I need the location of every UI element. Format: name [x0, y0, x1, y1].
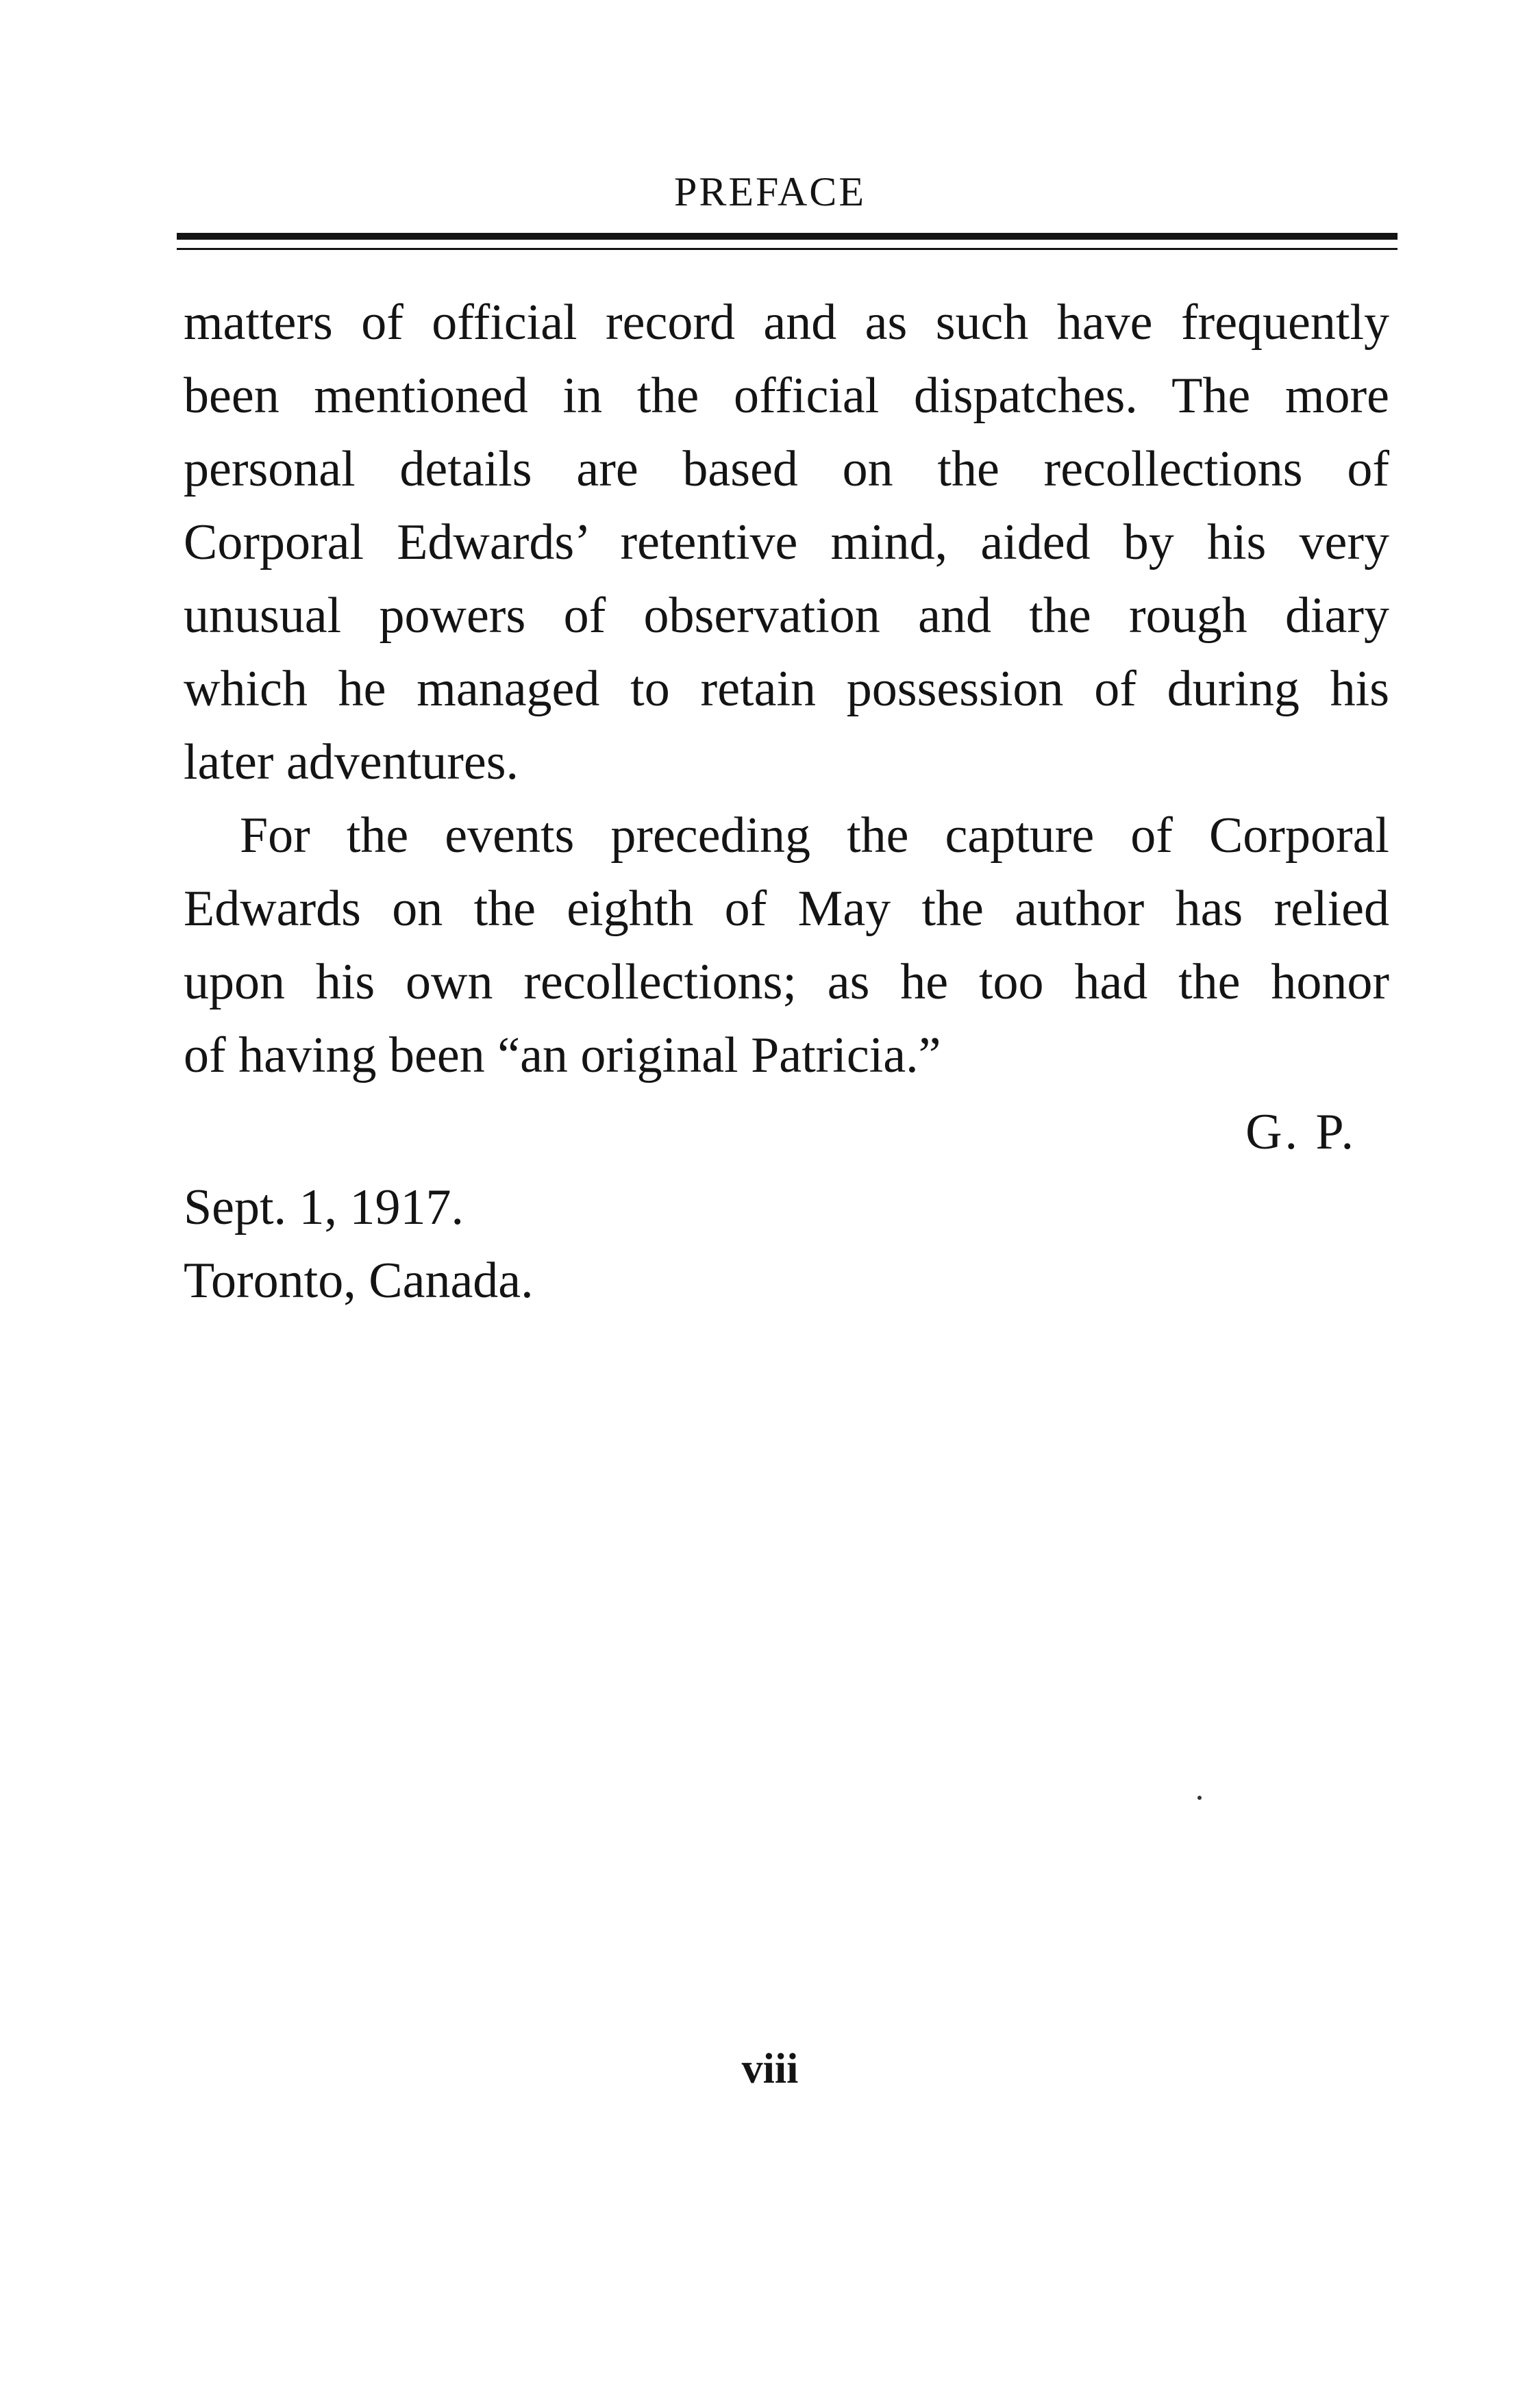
- text-line: For the events preceding the capture of Corporal: [240, 807, 1389, 864]
- page-number: viii: [741, 2046, 799, 2092]
- text-line: unusual powers of observation and the rough diary: [184, 588, 1389, 644]
- text-line: later adventures.: [184, 734, 519, 790]
- text-line: Corporal Edwards’ retentive mind, aided by his very: [184, 514, 1389, 570]
- scan-speck: [1197, 1796, 1202, 1800]
- dateline-place: Toronto, Canada.: [184, 1253, 534, 1309]
- text-line: of having been “an original Patricia.”: [184, 1027, 941, 1083]
- dateline: [184, 1171, 534, 1318]
- paragraph-1: [184, 286, 1389, 799]
- preface-body: [184, 286, 1389, 1092]
- header-rule-thick: [177, 233, 1398, 240]
- text-line: which he managed to retain possession of during his: [184, 661, 1389, 717]
- text-line: Edwards on the eighth of May the author has relied: [184, 881, 1389, 937]
- running-head: PREFACE: [674, 169, 866, 214]
- text-line: personal details are based on the recollections of: [184, 441, 1389, 497]
- header-rule-thin: [177, 248, 1398, 250]
- text-line: upon his own recollections; as he too had the honor: [184, 954, 1389, 1010]
- author-initials: G. P.: [1245, 1104, 1356, 1160]
- paragraph-2: [184, 799, 1389, 1092]
- text-line: been mentioned in the official dispatches. The more: [184, 368, 1389, 424]
- text-line: matters of official record and as such have frequently: [184, 294, 1389, 351]
- dateline-date: Sept. 1, 1917.: [184, 1179, 464, 1236]
